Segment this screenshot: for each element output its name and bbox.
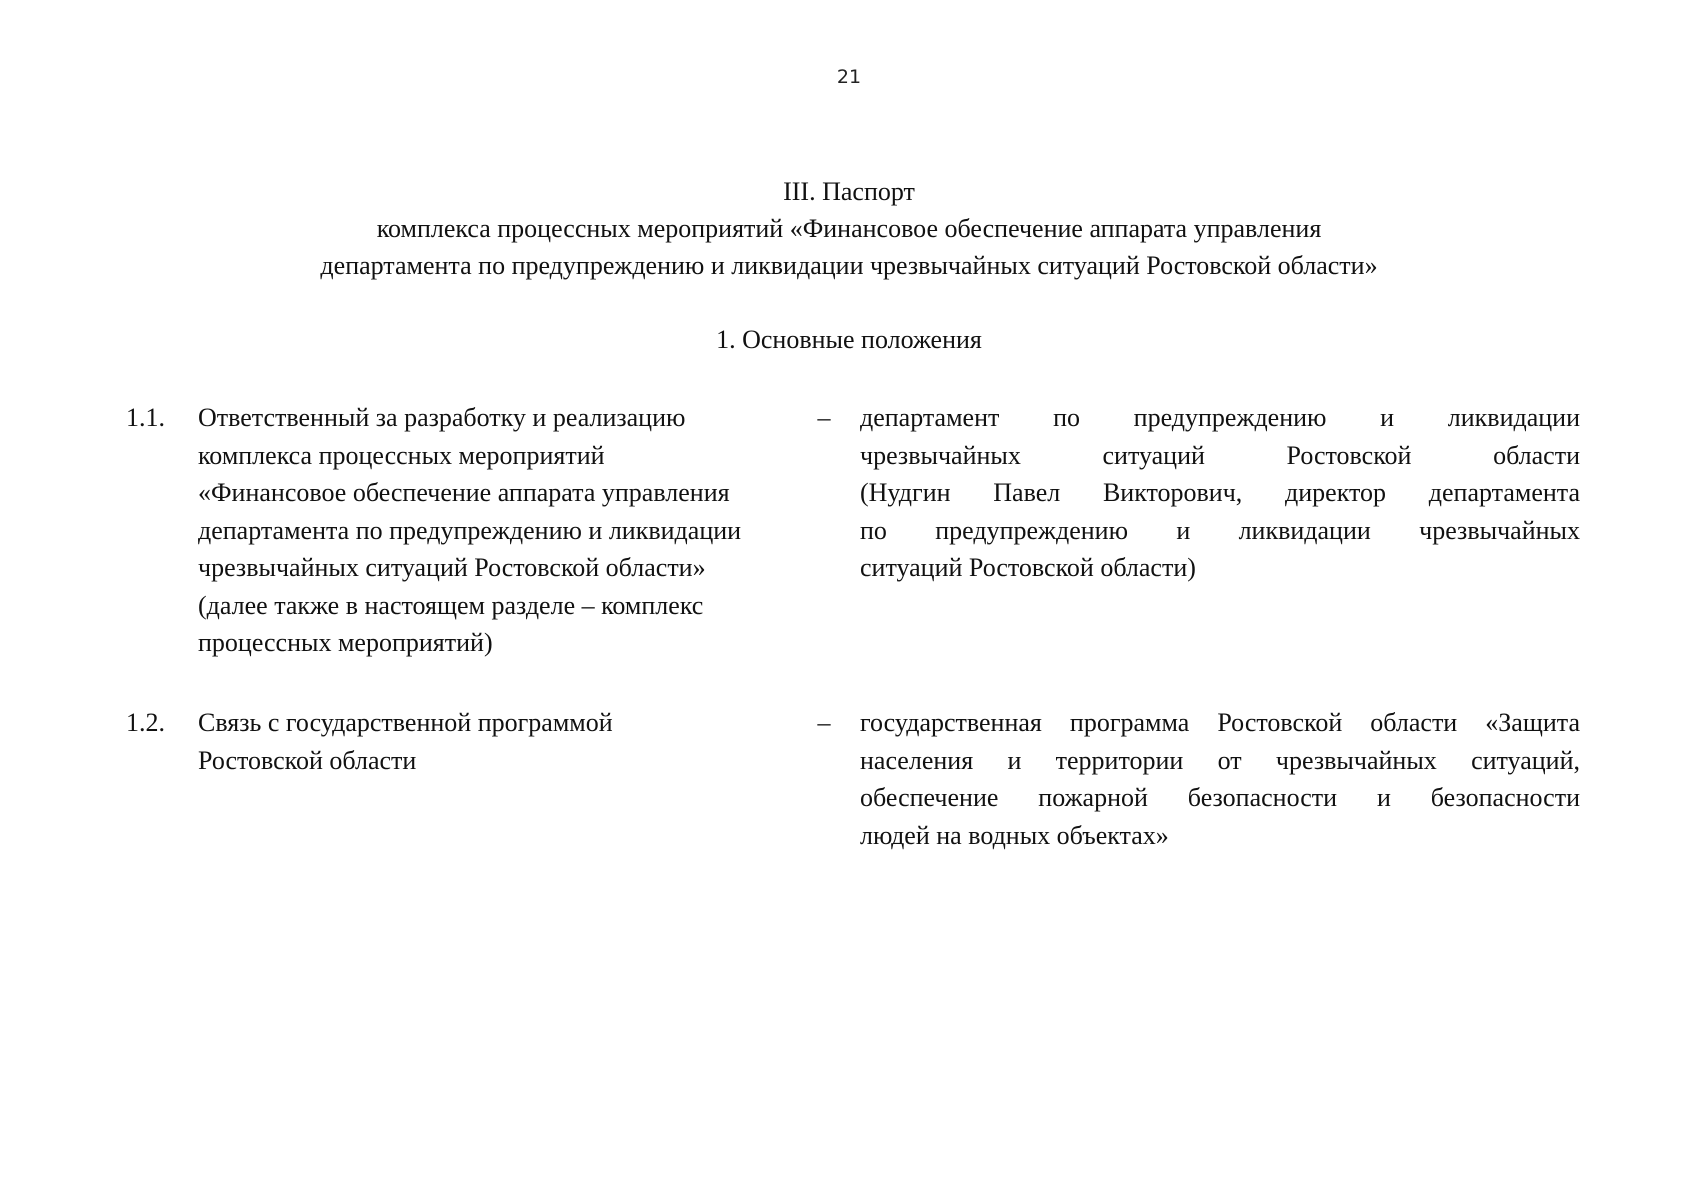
label-line: комплекса процессных мероприятий [198,440,605,470]
label-line: чрезвычайных ситуаций Ростовской области» [198,553,706,582]
label-line: Ростовской области [198,745,417,775]
title-line-3: департамента по предупреждению и ликвидации чрезвычайных ситуаций Ростовской области» [320,251,1378,280]
value-line: людей на водных объектах» [860,820,1169,850]
value-line: (Нудгин Павел Викторович, директор департамента [860,478,1580,507]
item-number: 1.1. [126,403,165,432]
item-dash: – [817,708,831,737]
label-line: Ответственный за разработку и реализацию [198,403,686,432]
page-number: 21 [836,66,862,88]
value-line: департамент по предупреждению и ликвидации [860,403,1580,432]
value-line: ситуаций Ростовской области) [860,553,1196,582]
label-line: департамента по предупреждению и ликвидации [198,515,742,545]
label-line: «Финансовое обеспечение аппарата управления [198,478,730,507]
section-heading: 1. Основные положения [716,325,982,354]
value-line: чрезвычайных ситуаций Ростовской области [860,440,1580,470]
label-line: процессных мероприятий) [198,628,493,657]
item-number: 1.2. [126,708,165,737]
label-line: (далее также в настоящем разделе – комплекс [198,590,704,620]
item-label [198,704,818,779]
value-line: государственная программа Ростовской области «Защита [860,708,1580,737]
title-line-1: III. Паспорт [783,177,915,206]
item-label [198,399,818,662]
value-line: по предупреждению и ликвидации чрезвычайных [860,515,1580,545]
value-line: населения и территории от чрезвычайных ситуаций, [860,745,1580,775]
label-line: Связь с государственной программой [198,708,613,737]
item-value [860,399,1580,587]
passport-title [0,173,1698,284]
value-line: обеспечение пожарной безопасности и безопасности [860,783,1580,812]
item-dash: – [817,403,831,432]
title-line-2: комплекса процессных мероприятий «Финансовое обеспечение аппарата управления [376,214,1322,243]
item-value [860,704,1580,854]
